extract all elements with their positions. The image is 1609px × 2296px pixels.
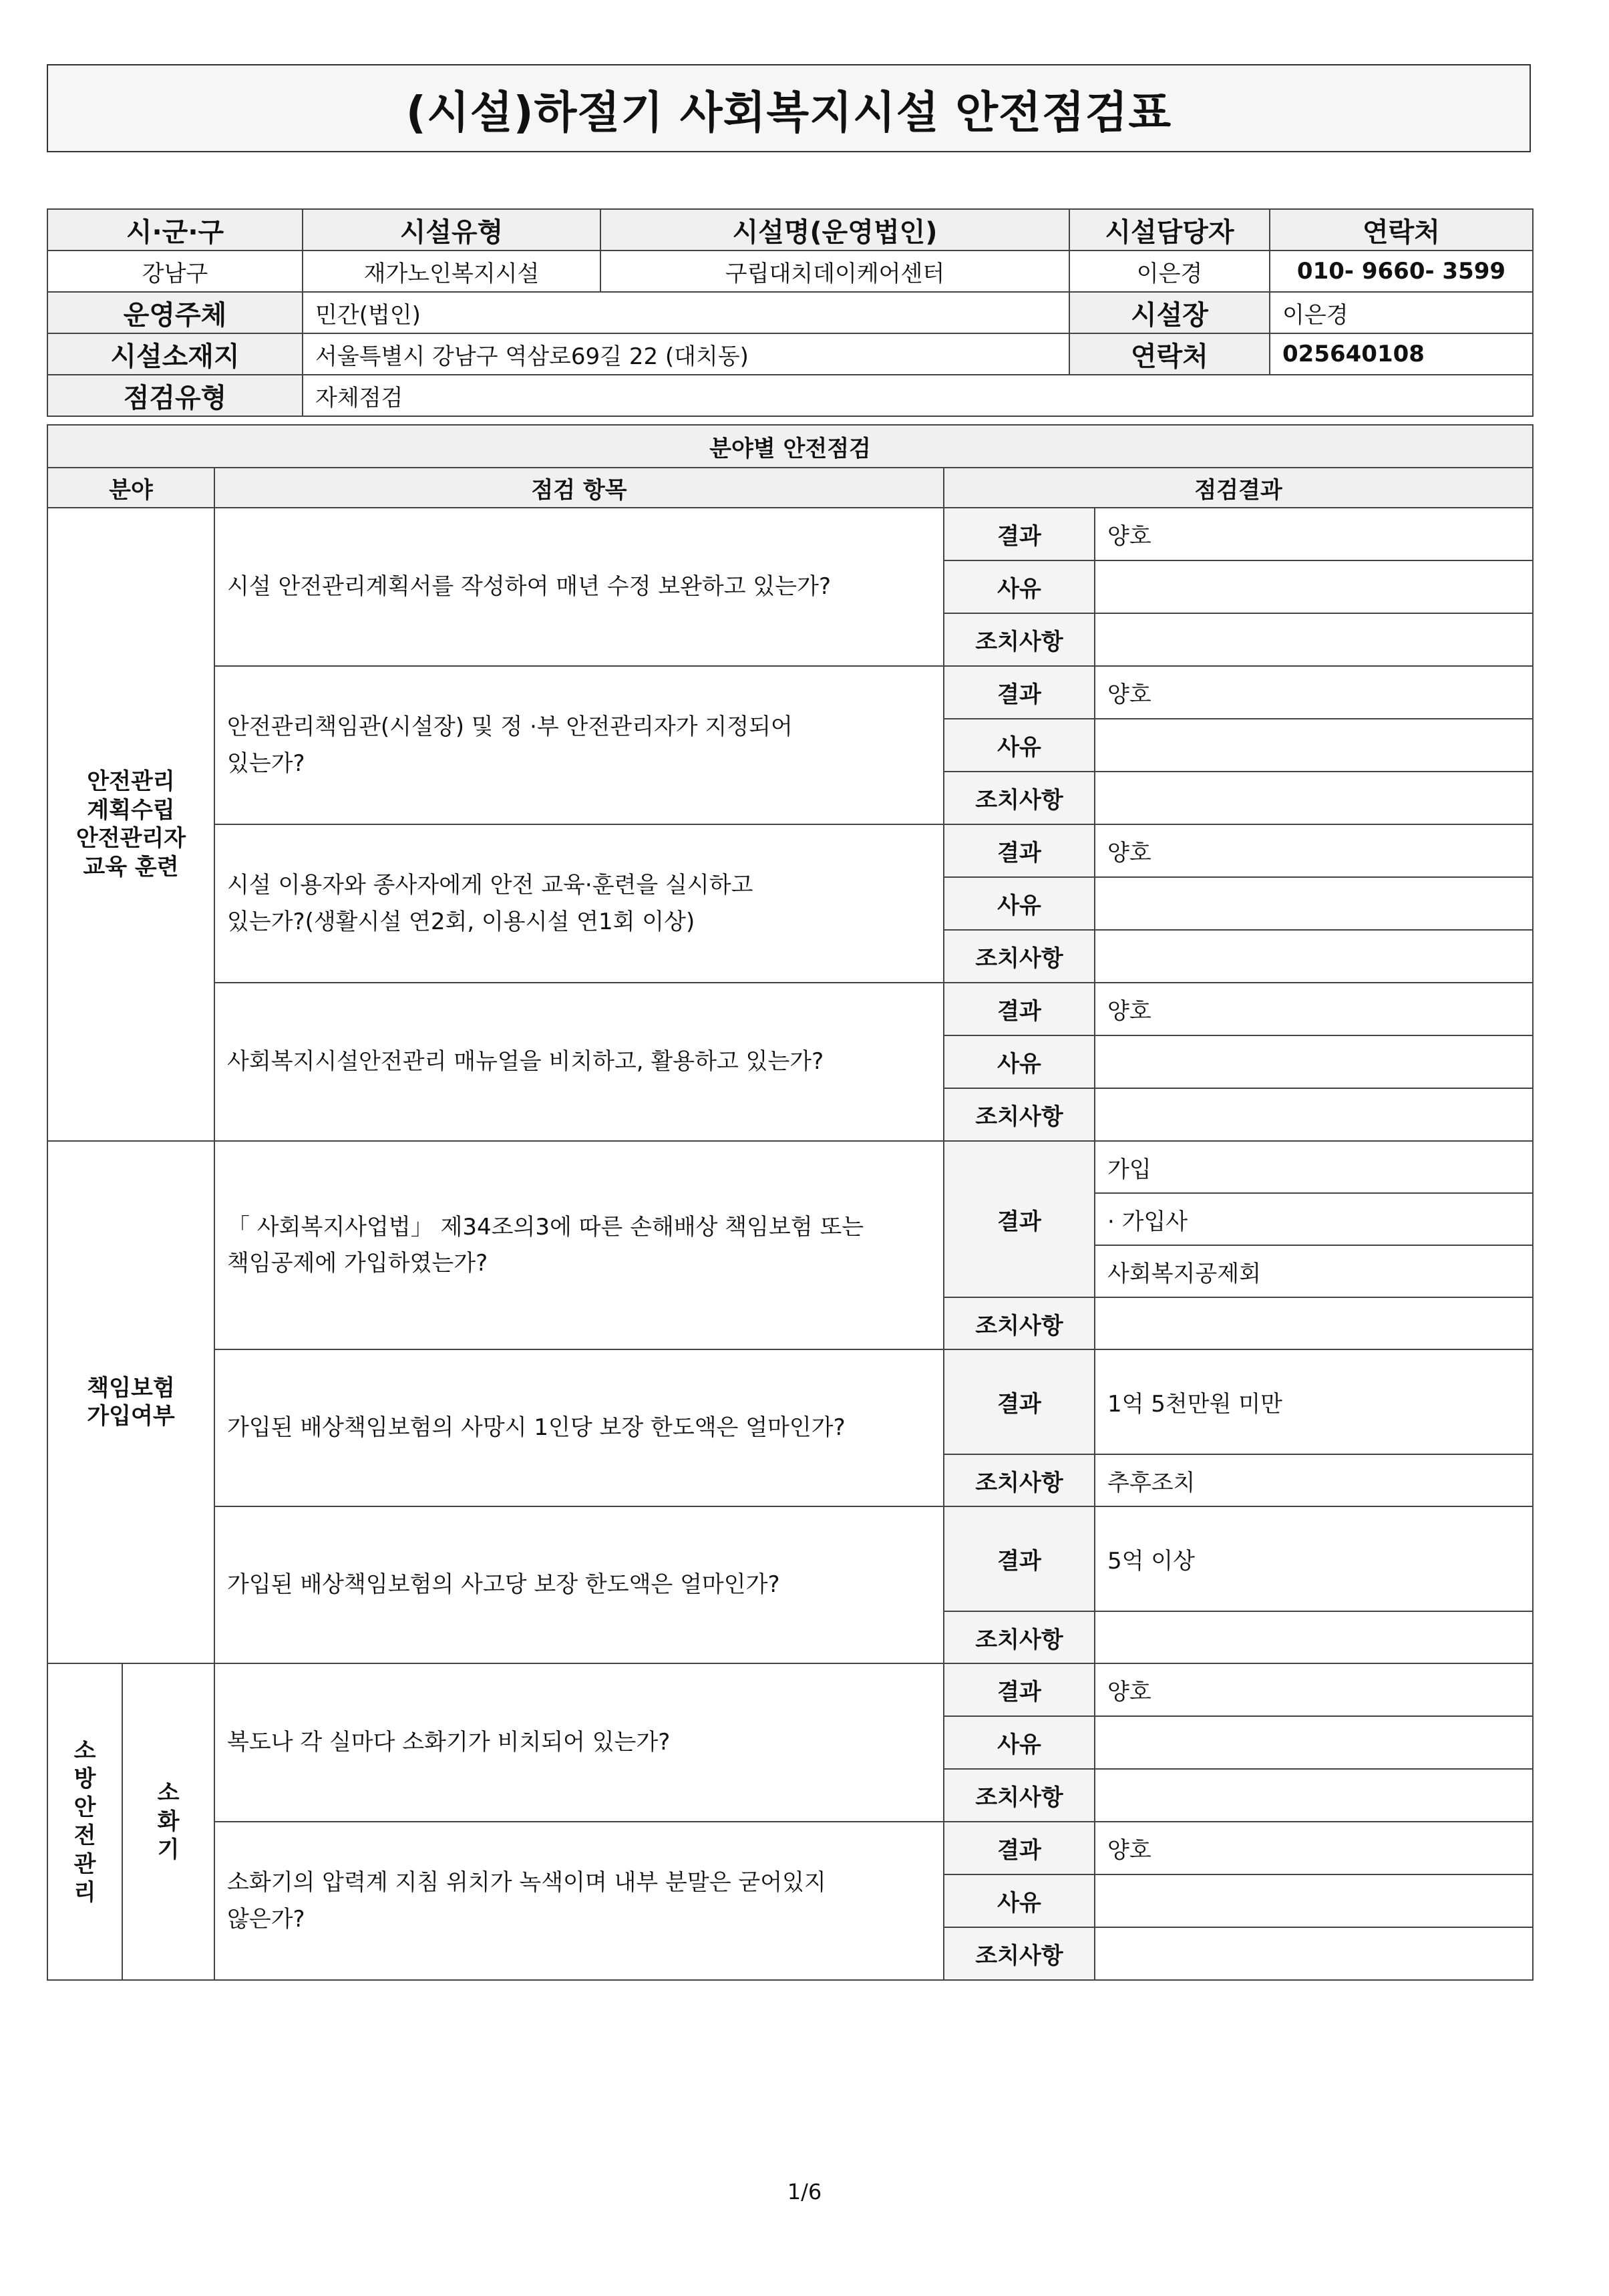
result-fire-2: 양호 bbox=[1095, 1822, 1533, 1874]
label-action: 조치사항 bbox=[944, 772, 1095, 824]
reason-plan-3 bbox=[1095, 877, 1533, 930]
header-manager: 시설담당자 bbox=[1069, 209, 1270, 251]
check-item-insurance-1: 「 사회복지사업법」 제34조의3에 따른 손해배상 책임보험 또는 책임공제에 가입하였는가? bbox=[214, 1141, 944, 1349]
label-result: 결과 bbox=[944, 1822, 1095, 1874]
operator-value: 민간(법인) bbox=[303, 292, 1069, 333]
result-plan-1: 양호 bbox=[1095, 508, 1533, 560]
label-reason: 사유 bbox=[944, 1035, 1095, 1088]
header-item: 점검 항목 bbox=[214, 468, 944, 508]
header-facility-type: 시설유형 bbox=[303, 209, 600, 251]
label-result: 결과 bbox=[944, 983, 1095, 1035]
label-action: 조치사항 bbox=[944, 1297, 1095, 1349]
label-action: 조치사항 bbox=[944, 1769, 1095, 1822]
check-type-label: 점검유형 bbox=[47, 375, 303, 416]
action-fire-2 bbox=[1095, 1927, 1533, 1980]
section-title: 분야별 안전점검 bbox=[47, 425, 1533, 468]
check-item-fire-2: 소화기의 압력계 지침 위치가 녹색이며 내부 분말은 굳어있지 않은가? bbox=[214, 1822, 944, 1980]
director-label: 시설장 bbox=[1069, 292, 1270, 333]
page-number: 1/6 bbox=[787, 2179, 822, 2204]
action-plan-1 bbox=[1095, 613, 1533, 666]
address-value: 서울특별시 강남구 역삼로69길 22 (대치동) bbox=[303, 333, 1069, 375]
check-item-insurance-2: 가입된 배상책임보험의 사망시 1인당 보장 한도액은 얼마인가? bbox=[214, 1349, 944, 1506]
region-value: 강남구 bbox=[47, 251, 303, 292]
label-action: 조치사항 bbox=[944, 1454, 1095, 1506]
facility-info-table bbox=[47, 208, 1534, 417]
reason-plan-4 bbox=[1095, 1035, 1533, 1088]
label-result: 결과 bbox=[944, 1349, 1095, 1454]
address-label: 시설소재지 bbox=[47, 333, 303, 375]
reason-fire-1 bbox=[1095, 1716, 1533, 1769]
result-plan-3: 양호 bbox=[1095, 824, 1533, 877]
result-insurance-2: 1억 5천만원 미만 bbox=[1095, 1349, 1533, 1454]
result-insurance-1-insurer-label: · 가입사 bbox=[1095, 1193, 1533, 1245]
reason-plan-1 bbox=[1095, 560, 1533, 613]
result-insurance-1-insurer: 사회복지공제회 bbox=[1095, 1245, 1533, 1297]
label-result: 결과 bbox=[944, 508, 1095, 560]
label-reason: 사유 bbox=[944, 560, 1095, 613]
facility-name-value: 구립대치데이케어센터 bbox=[600, 251, 1069, 292]
label-result: 결과 bbox=[944, 666, 1095, 719]
label-result: 결과 bbox=[944, 1141, 1095, 1297]
result-insurance-3: 5억 이상 bbox=[1095, 1506, 1533, 1611]
field-plan: 안전관리 계획수립 안전관리자 교육 훈련 bbox=[47, 508, 214, 1141]
phone-label: 연락처 bbox=[1069, 333, 1270, 375]
result-fire-1: 양호 bbox=[1095, 1663, 1533, 1716]
label-reason: 사유 bbox=[944, 877, 1095, 930]
check-item-plan-2: 안전관리책임관(시설장) 및 정 ·부 안전관리자가 지정되어 있는가? bbox=[214, 666, 944, 824]
facility-type-value: 재가노인복지시설 bbox=[303, 251, 600, 292]
result-plan-4: 양호 bbox=[1095, 983, 1533, 1035]
header-field: 분야 bbox=[47, 468, 214, 508]
check-item-plan-3: 시설 이용자와 종사자에게 안전 교육·훈련을 실시하고 있는가?(생활시설 연2회, 이용시설 연1회 이상) bbox=[214, 824, 944, 983]
action-fire-1 bbox=[1095, 1769, 1533, 1822]
label-reason: 사유 bbox=[944, 719, 1095, 772]
reason-plan-2 bbox=[1095, 719, 1533, 772]
action-insurance-2: 추후조치 bbox=[1095, 1454, 1533, 1506]
label-action: 조치사항 bbox=[944, 930, 1095, 983]
result-plan-2: 양호 bbox=[1095, 666, 1533, 719]
check-item-plan-4: 사회복지시설안전관리 매뉴얼을 비치하고, 활용하고 있는가? bbox=[214, 983, 944, 1141]
check-type-value: 자체점검 bbox=[303, 375, 1533, 416]
document-title: (시설)하절기 사회복지시설 안전점검표 bbox=[47, 64, 1531, 152]
check-item-fire-1: 복도나 각 실마다 소화기가 비치되어 있는가? bbox=[214, 1663, 944, 1822]
action-insurance-3 bbox=[1095, 1611, 1533, 1663]
check-item-plan-1: 시설 안전관리계획서를 작성하여 매년 수정 보완하고 있는가? bbox=[214, 508, 944, 666]
header-region: 시·군·구 bbox=[47, 209, 303, 251]
check-item-insurance-3: 가입된 배상책임보험의 사고당 보장 한도액은 얼마인가? bbox=[214, 1506, 944, 1663]
phone-value: 025640108 bbox=[1270, 333, 1533, 375]
label-reason: 사유 bbox=[944, 1874, 1095, 1927]
label-action: 조치사항 bbox=[944, 613, 1095, 666]
contact-value: 010- 9660- 3599 bbox=[1270, 251, 1533, 292]
field-fire-safety: 소 방 안 전 관 리 bbox=[47, 1663, 122, 1980]
manager-value: 이은경 bbox=[1069, 251, 1270, 292]
label-result: 결과 bbox=[944, 1663, 1095, 1716]
action-insurance-1 bbox=[1095, 1297, 1533, 1349]
label-action: 조치사항 bbox=[944, 1088, 1095, 1141]
header-result: 점검결과 bbox=[944, 468, 1533, 508]
operator-label: 운영주체 bbox=[47, 292, 303, 333]
reason-fire-2 bbox=[1095, 1874, 1533, 1927]
result-insurance-1-joined: 가입 bbox=[1095, 1141, 1533, 1193]
label-reason: 사유 bbox=[944, 1716, 1095, 1769]
action-plan-4 bbox=[1095, 1088, 1533, 1141]
header-facility-name: 시설명(운영법인) bbox=[600, 209, 1069, 251]
safety-check-table bbox=[47, 424, 1534, 1981]
subfield-extinguisher: 소 화 기 bbox=[122, 1663, 214, 1980]
label-action: 조치사항 bbox=[944, 1927, 1095, 1980]
label-result: 결과 bbox=[944, 1506, 1095, 1611]
header-contact: 연락처 bbox=[1270, 209, 1533, 251]
action-plan-2 bbox=[1095, 772, 1533, 824]
action-plan-3 bbox=[1095, 930, 1533, 983]
director-value: 이은경 bbox=[1270, 292, 1533, 333]
label-action: 조치사항 bbox=[944, 1611, 1095, 1663]
field-insurance: 책임보험 가입여부 bbox=[47, 1141, 214, 1663]
label-result: 결과 bbox=[944, 824, 1095, 877]
